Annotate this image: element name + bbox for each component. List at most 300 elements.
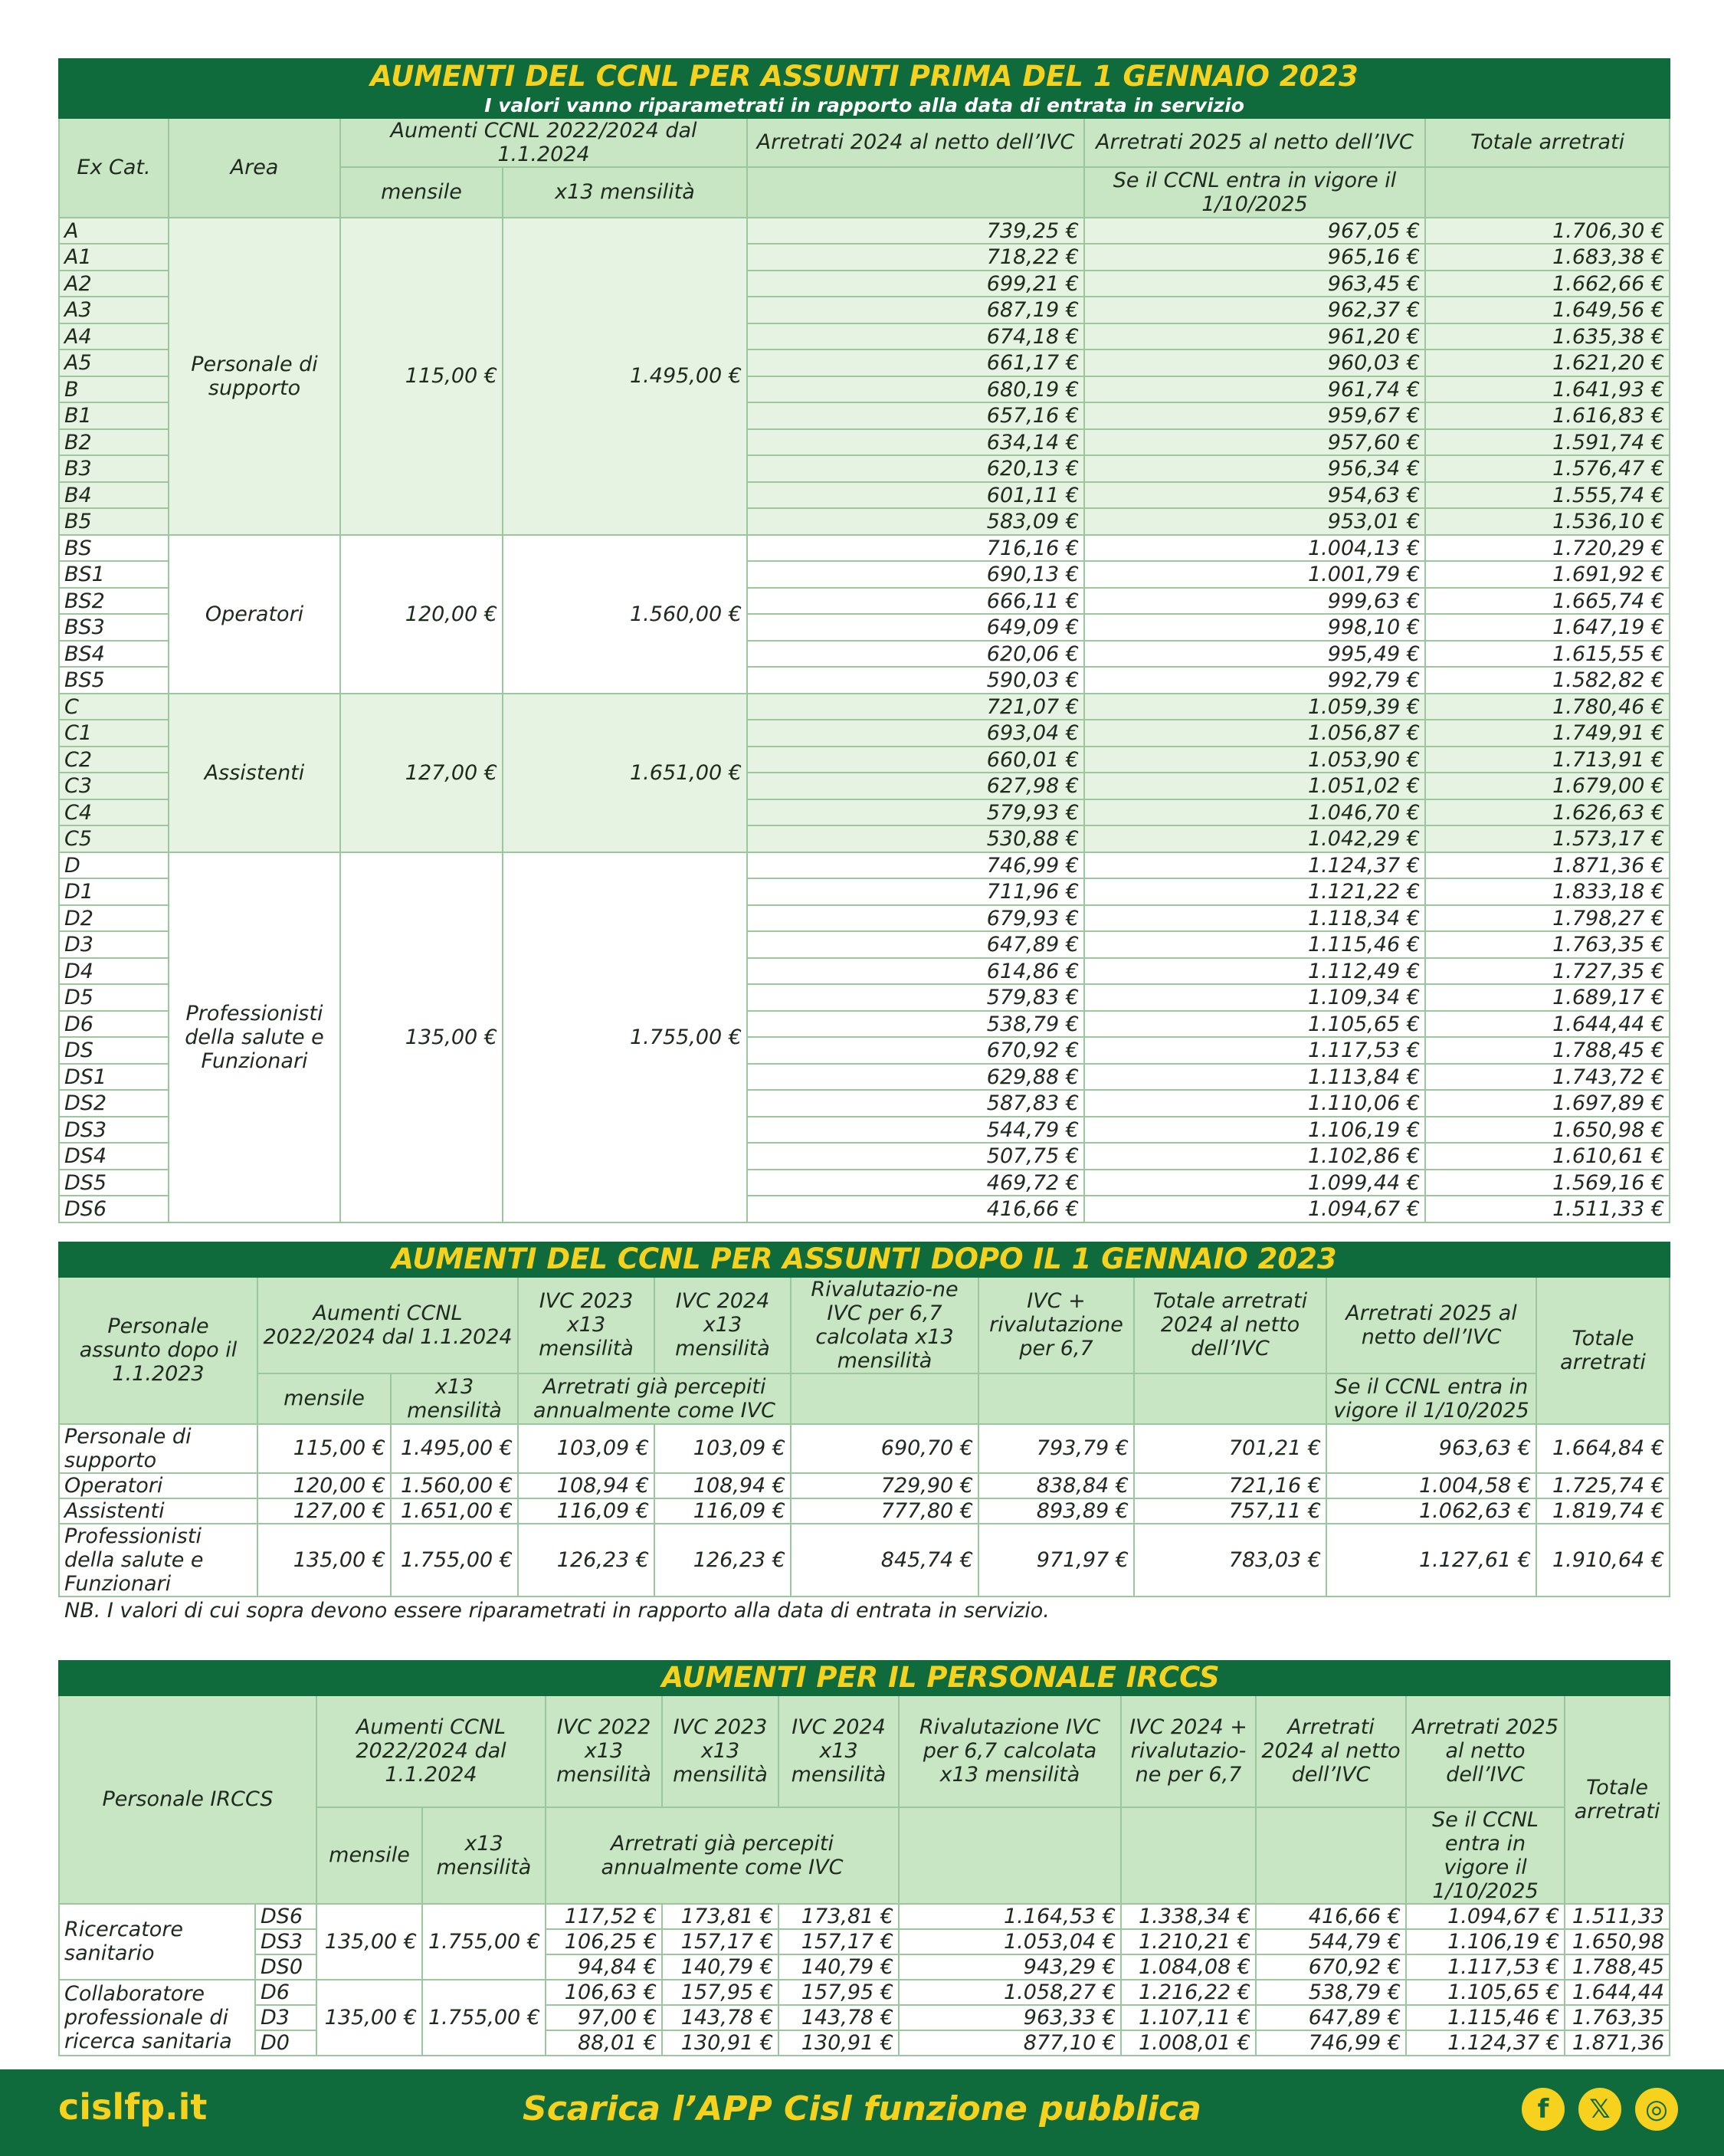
ivc-rivalutazione-cell: 1.338,34 € [1121,1904,1256,1929]
totale-cell: 1.743,72 € [1425,1064,1670,1091]
totale-cell: 1.689,17 € [1425,984,1670,1011]
totale-cell: 1.615,55 € [1425,641,1670,668]
arretrati-2025-cell: 1.109,34 € [1084,984,1425,1011]
code-cell: DS3 [255,1929,316,1954]
facebook-icon[interactable]: f [1522,2088,1565,2131]
table-row [59,1424,1670,1473]
table2-body [59,1424,1670,1596]
arretrati-2025-cell: 1.053,90 € [1084,747,1425,773]
table-row [59,1498,1670,1524]
arretrati-2024-cell: 649,09 € [747,614,1084,641]
ex-cat-cell: C5 [59,825,169,852]
ex-cat-cell: D3 [59,931,169,958]
table-row [59,1524,1670,1596]
header-totale: Totale arretrati [1565,1695,1670,1904]
totale-cell: 1.635,38 € [1425,323,1670,350]
arretrati-2024-cell: 699,21 € [747,271,1084,297]
header-ivc-2023: IVC 2023 x13 mensilità [518,1277,654,1373]
ivc-2023-cell: 116,09 € [518,1498,654,1524]
table-irccs [58,1660,1670,2056]
totale-cell: 1.871,36 [1565,2030,1670,2056]
arretrati-2025-cell: 1.059,39 € [1084,694,1425,720]
arretrati-2025-cell: 1.127,61 € [1326,1524,1536,1596]
header-arretrati-2024: Arretrati 2024 al netto dell’IVC [1256,1695,1406,1807]
ex-cat-cell: B5 [59,508,169,535]
header-gia-percepiti: Arretrati già percepiti annualmente come IVC [546,1807,899,1904]
header-ivc-rivalutazione: IVC + rivalutazione per 6,7 [978,1277,1134,1373]
area-cell: Professionisti della salute e Funzionari [169,852,340,1222]
ex-cat-cell: A2 [59,271,169,297]
personale-cell: Professionisti della salute e Funzionari [59,1524,257,1596]
header-area: Area [169,118,340,218]
x13-cell: 1.651,00 € [391,1498,518,1524]
table1-subtitle: I valori vanno riparametrati in rapporto alla data di entrata in servizio [59,94,1670,118]
mensile-cell: 127,00 € [340,694,503,852]
arretrati-2024-cell: 544,79 € [747,1117,1084,1144]
header-aumenti: Aumenti CCNL 2022/2024 dal 1.1.2024 [257,1277,518,1373]
arretrati-2025-cell: 967,05 € [1084,218,1425,244]
arretrati-2024-cell: 679,93 € [747,905,1084,932]
arretrati-2024-cell: 666,11 € [747,588,1084,615]
arretrati-2025-cell: 1.110,06 € [1084,1090,1425,1117]
arretrati-2024-cell: 718,22 € [747,244,1084,271]
rivalutazione-cell: 1.058,27 € [899,1980,1121,2005]
ivc-2024-cell: 126,23 € [654,1524,791,1596]
app-slogan: Scarica l’APP Cisl funzione pubblica [523,2089,1201,2128]
mensile-cell: 115,00 € [257,1424,391,1473]
rivalutazione-cell: 777,80 € [791,1498,978,1524]
mensile-cell: 135,00 € [316,1904,422,1980]
arretrati-2025-cell: 963,45 € [1084,271,1425,297]
code-cell: DS6 [255,1904,316,1929]
ex-cat-cell: BS3 [59,614,169,641]
totale-cell: 1.511,33 [1565,1904,1670,1929]
rivalutazione-cell: 963,33 € [899,2005,1121,2030]
code-cell: D6 [255,1980,316,2005]
mensile-cell: 127,00 € [257,1498,391,1524]
ex-cat-cell: DS3 [59,1117,169,1144]
totale-2024-cell: 783,03 € [1134,1524,1326,1596]
ivc-2023-cell: 126,23 € [518,1524,654,1596]
totale-cell: 1.641,93 € [1425,376,1670,403]
totale-cell: 1.536,10 € [1425,508,1670,535]
arretrati-2025-cell: 1.102,86 € [1084,1143,1425,1170]
totale-2024-cell: 701,21 € [1134,1424,1326,1473]
ivc-2023-cell: 103,09 € [518,1424,654,1473]
site-link[interactable]: cislfp.it [58,2086,208,2128]
ex-cat-cell: D4 [59,958,169,985]
ivc-2022-cell: 97,00 € [546,2005,662,2030]
arretrati-2024-cell: 716,16 € [747,535,1084,562]
arretrati-2024-cell: 601,11 € [747,482,1084,509]
arretrati-2025-cell: 961,20 € [1084,323,1425,350]
arretrati-2025-cell: 1.062,63 € [1326,1498,1536,1524]
arretrati-2025-cell: 995,49 € [1084,641,1425,668]
arretrati-2025-cell: 954,63 € [1084,482,1425,509]
ex-cat-cell: A5 [59,349,169,376]
area-cell: Operatori [169,535,340,694]
header-mensile: mensile [257,1373,391,1424]
ex-cat-cell: D1 [59,878,169,905]
header-rivalutazione: Rivalutazio-ne IVC per 6,7 calcolata x13 mensilità [791,1277,978,1373]
arretrati-2025-cell: 1.046,70 € [1084,799,1425,826]
table-row [59,218,1670,244]
table-row [59,2005,1670,2030]
header-ivc-2022: IVC 2022 x13 mensilità [546,1695,662,1807]
arretrati-2025-cell: 1.042,29 € [1084,825,1425,852]
ex-cat-cell: DS5 [59,1170,169,1196]
table-row [59,694,1670,720]
x-icon[interactable]: 𝕏 [1578,2088,1621,2131]
table2-title: AUMENTI DEL CCNL PER ASSUNTI DOPO IL 1 GENNAIO 2023 [59,1242,1670,1277]
profile-cell: Collaboratore professionale di ricerca sanitaria [59,1980,255,2056]
header-totale-2024: Totale arretrati 2024 al netto dell’IVC [1134,1277,1326,1373]
table3-title: AUMENTI PER IL PERSONALE IRCCS [316,1661,1565,1695]
totale-cell: 1.683,38 € [1425,244,1670,271]
ivc-2022-cell: 88,01 € [546,2030,662,2056]
header-mensile: mensile [316,1807,422,1904]
arretrati-2024-cell: 620,13 € [747,455,1084,482]
ivc-2024-cell: 108,94 € [654,1473,791,1498]
arretrati-2024-cell: 416,66 € [1256,1904,1406,1929]
header-ivc-2024: IVC 2024 x13 mensilità [778,1695,899,1807]
arretrati-2025-cell: 1.113,84 € [1084,1064,1425,1091]
ivc-rivalutazione-cell: 1.216,22 € [1121,1980,1256,2005]
totale-2024-cell: 757,11 € [1134,1498,1326,1524]
header-ivc-rivalutazione: IVC 2024 + rivalutazio-ne per 6,7 [1121,1695,1256,1807]
social-links [1522,2088,1678,2131]
arretrati-2024-cell: 530,88 € [747,825,1084,852]
arretrati-2025-cell: 999,63 € [1084,588,1425,615]
arretrati-2025-cell: 1.004,58 € [1326,1473,1536,1498]
arretrati-2025-cell: 1.051,02 € [1084,773,1425,799]
arretrati-2025-cell: 1.106,19 € [1406,1929,1565,1954]
ex-cat-cell: B3 [59,455,169,482]
totale-cell: 1.788,45 € [1425,1037,1670,1064]
mensile-cell: 115,00 € [340,218,503,535]
ivc-rivalutazione-cell: 1.107,11 € [1121,2005,1256,2030]
totale-cell: 1.582,82 € [1425,667,1670,694]
totale-cell: 1.697,89 € [1425,1090,1670,1117]
ex-cat-cell: C2 [59,747,169,773]
arretrati-2024-cell: 614,86 € [747,958,1084,985]
header-ex-cat: Ex Cat. [59,118,169,218]
instagram-icon[interactable]: ◎ [1635,2088,1678,2131]
arretrati-2025-cell: 963,63 € [1326,1424,1536,1473]
arretrati-2025-cell: 1.124,37 € [1406,2030,1565,2056]
arretrati-2024-cell: 690,13 € [747,561,1084,588]
ex-cat-cell: D [59,852,169,879]
arretrati-2025-cell: 1.094,67 € [1406,1904,1565,1929]
header-note-2025: Se il CCNL entra in vigore il 1/10/2025 [1326,1373,1536,1424]
mensile-cell: 135,00 € [316,1980,422,2056]
arretrati-2025-cell: 1.001,79 € [1084,561,1425,588]
header-x13: x13 mensilità [422,1807,546,1904]
ex-cat-cell: DS6 [59,1196,169,1222]
ivc-rivalutazione-cell: 971,97 € [978,1524,1134,1596]
header-arretrati-2025: Arretrati 2025 al netto dell’IVC [1084,118,1425,167]
arretrati-2024-cell: 416,66 € [747,1196,1084,1222]
arretrati-2025-cell: 1.117,53 € [1406,1954,1565,1980]
ivc-2024-cell: 130,91 € [778,2030,899,2056]
ex-cat-cell: D5 [59,984,169,1011]
header-ivc-2024: IVC 2024 x13 mensilità [654,1277,791,1373]
rivalutazione-cell: 1.164,53 € [899,1904,1121,1929]
arretrati-2024-cell: 746,99 € [1256,2030,1406,2056]
arretrati-2025-cell: 959,67 € [1084,402,1425,429]
x13-cell: 1.755,00 € [422,1980,546,2056]
arretrati-2024-cell: 587,83 € [747,1090,1084,1117]
arretrati-2025-cell: 1.121,22 € [1084,878,1425,905]
header-arretrati-2025: Arretrati 2025 al netto dell’IVC [1406,1695,1565,1807]
totale-cell: 1.725,74 € [1536,1473,1670,1498]
header-x13: x13 mensilità [391,1373,518,1424]
totale-cell: 1.871,36 € [1425,852,1670,879]
arretrati-2024-cell: 579,83 € [747,984,1084,1011]
table-row [59,1473,1670,1498]
personale-cell: Personale di supporto [59,1424,257,1473]
arretrati-2024-cell: 634,14 € [747,429,1084,456]
ivc-2024-cell: 143,78 € [778,2005,899,2030]
ivc-2023-cell: 157,17 € [662,1929,778,1954]
ivc-2024-cell: 140,79 € [778,1954,899,1980]
ivc-rivalutazione-cell: 1.008,01 € [1121,2030,1256,2056]
area-cell: Personale di supporto [169,218,340,535]
totale-cell: 1.833,18 € [1425,878,1670,905]
ex-cat-cell: A1 [59,244,169,271]
arretrati-2024-cell: 721,07 € [747,694,1084,720]
ex-cat-cell: A4 [59,323,169,350]
header-note-2025: Se il CCNL entra in vigore il 1/10/2025 [1084,167,1425,218]
totale-cell: 1.691,92 € [1425,561,1670,588]
ivc-2022-cell: 94,84 € [546,1954,662,1980]
rivalutazione-cell: 877,10 € [899,2030,1121,2056]
ex-cat-cell: BS1 [59,561,169,588]
ex-cat-cell: BS [59,535,169,562]
arretrati-2025-cell: 1.099,44 € [1084,1170,1425,1196]
header-ivc-2023: IVC 2023 x13 mensilità [662,1695,778,1807]
ivc-2024-cell: 116,09 € [654,1498,791,1524]
x13-cell: 1.651,00 € [503,694,747,852]
header-totale: Totale arretrati [1536,1277,1670,1424]
x13-cell: 1.495,00 € [503,218,747,535]
header-arretrati-2024: Arretrati 2024 al netto dell’IVC [747,118,1084,167]
rivalutazione-cell: 690,70 € [791,1424,978,1473]
ex-cat-cell: DS2 [59,1090,169,1117]
arretrati-2024-cell: 620,06 € [747,641,1084,668]
ex-cat-cell: B1 [59,402,169,429]
totale-cell: 1.573,17 € [1425,825,1670,852]
totale-cell: 1.720,29 € [1425,535,1670,562]
arretrati-2024-cell: 538,79 € [747,1011,1084,1038]
ivc-2024-cell: 103,09 € [654,1424,791,1473]
totale-cell: 1.713,91 € [1425,747,1670,773]
x13-cell: 1.495,00 € [391,1424,518,1473]
ivc-2023-cell: 143,78 € [662,2005,778,2030]
arretrati-2024-cell: 674,18 € [747,323,1084,350]
ivc-2022-cell: 106,63 € [546,1980,662,2005]
arretrati-2025-cell: 960,03 € [1084,349,1425,376]
arretrati-2025-cell: 1.124,37 € [1084,852,1425,879]
ex-cat-cell: BS4 [59,641,169,668]
totale-cell: 1.649,56 € [1425,297,1670,323]
arretrati-2024-cell: 647,89 € [747,931,1084,958]
table-row [59,1929,1670,1954]
totale-cell: 1.621,20 € [1425,349,1670,376]
ex-cat-cell: DS1 [59,1064,169,1091]
arretrati-2025-cell: 962,37 € [1084,297,1425,323]
arretrati-2024-cell: 739,25 € [747,218,1084,244]
arretrati-2024-cell: 657,16 € [747,402,1084,429]
header-totale: Totale arretrati [1425,118,1670,167]
arretrati-2025-cell: 961,74 € [1084,376,1425,403]
totale-cell: 1.749,91 € [1425,720,1670,747]
arretrati-2024-cell: 670,92 € [747,1037,1084,1064]
rivalutazione-cell: 729,90 € [791,1473,978,1498]
arretrati-2024-cell: 469,72 € [747,1170,1084,1196]
arretrati-2025-cell: 1.004,13 € [1084,535,1425,562]
ex-cat-cell: B2 [59,429,169,456]
ivc-2023-cell: 140,79 € [662,1954,778,1980]
ex-cat-cell: D6 [59,1011,169,1038]
x13-cell: 1.755,00 € [503,852,747,1222]
personale-cell: Operatori [59,1473,257,1498]
personale-cell: Assistenti [59,1498,257,1524]
totale-cell: 1.679,00 € [1425,773,1670,799]
arretrati-2024-cell: 590,03 € [747,667,1084,694]
table-row [59,1904,1670,1929]
arretrati-2024-cell: 627,98 € [747,773,1084,799]
ivc-2022-cell: 106,25 € [546,1929,662,1954]
totale-cell: 1.763,35 € [1425,931,1670,958]
ivc-2023-cell: 130,91 € [662,2030,778,2056]
mensile-cell: 135,00 € [340,852,503,1222]
ex-cat-cell: A3 [59,297,169,323]
arretrati-2024-cell: 544,79 € [1256,1929,1406,1954]
ivc-2022-cell: 117,52 € [546,1904,662,1929]
ivc-2023-cell: 173,81 € [662,1904,778,1929]
arretrati-2025-cell: 992,79 € [1084,667,1425,694]
table1-body [59,218,1670,1222]
arretrati-2025-cell: 1.094,67 € [1084,1196,1425,1222]
footer [0,2069,1724,2156]
ivc-rivalutazione-cell: 1.084,08 € [1121,1954,1256,1980]
header-rivalutazione: Rivalutazione IVC per 6,7 calcolata x13 mensilità [899,1695,1121,1807]
totale-cell: 1.798,27 € [1425,905,1670,932]
totale-cell: 1.647,19 € [1425,614,1670,641]
header-x13: x13 mensilità [503,167,747,218]
totale-cell: 1.511,33 € [1425,1196,1670,1222]
totale-cell: 1.650,98 € [1425,1117,1670,1144]
table-row [59,1980,1670,2005]
totale-cell: 1.644,44 [1565,1980,1670,2005]
ivc-2023-cell: 157,95 € [662,1980,778,2005]
arretrati-2025-cell: 1.106,19 € [1084,1117,1425,1144]
x13-cell: 1.755,00 € [422,1904,546,1980]
arretrati-2024-cell: 579,93 € [747,799,1084,826]
code-cell: DS0 [255,1954,316,1980]
x13-cell: 1.755,00 € [391,1524,518,1596]
totale-cell: 1.665,74 € [1425,588,1670,615]
ivc-rivalutazione-cell: 893,89 € [978,1498,1134,1524]
ivc-2024-cell: 173,81 € [778,1904,899,1929]
arretrati-2025-cell: 965,16 € [1084,244,1425,271]
ivc-2023-cell: 108,94 € [518,1473,654,1498]
header-arretrati-2025: Arretrati 2025 al netto dell’IVC [1326,1277,1536,1373]
table3-body [59,1904,1670,2056]
ex-cat-cell: C [59,694,169,720]
mensile-cell: 120,00 € [257,1473,391,1498]
rivalutazione-cell: 845,74 € [791,1524,978,1596]
ex-cat-cell: C3 [59,773,169,799]
totale-cell: 1.555,74 € [1425,482,1670,509]
arretrati-2024-cell: 661,17 € [747,349,1084,376]
totale-cell: 1.626,63 € [1425,799,1670,826]
table-row [59,535,1670,562]
code-cell: D3 [255,2005,316,2030]
totale-cell: 1.664,84 € [1536,1424,1670,1473]
header-personale-dopo: Personale assunto dopo il 1.1.2023 [59,1277,257,1424]
arretrati-2025-cell: 1.056,87 € [1084,720,1425,747]
ivc-2024-cell: 157,17 € [778,1929,899,1954]
totale-cell: 1.662,66 € [1425,271,1670,297]
arretrati-2024-cell: 647,89 € [1256,2005,1406,2030]
table-row [59,2030,1670,2056]
ex-cat-cell: C1 [59,720,169,747]
arretrati-2024-cell: 687,19 € [747,297,1084,323]
arretrati-2024-cell: 660,01 € [747,747,1084,773]
ex-cat-cell: B [59,376,169,403]
arretrati-2024-cell: 746,99 € [747,852,1084,879]
arretrati-2025-cell: 956,34 € [1084,455,1425,482]
arretrati-2024-cell: 670,92 € [1256,1954,1406,1980]
header-personale-irccs: Personale IRCCS [59,1695,316,1904]
arretrati-2024-cell: 693,04 € [747,720,1084,747]
arretrati-2025-cell: 1.115,46 € [1084,931,1425,958]
profile-cell: Ricercatore sanitario [59,1904,255,1980]
table-assunti-dopo-2023 [58,1242,1670,1597]
totale-cell: 1.706,30 € [1425,218,1670,244]
arretrati-2025-cell: 1.105,65 € [1406,1980,1565,2005]
arretrati-2025-cell: 1.105,65 € [1084,1011,1425,1038]
arretrati-2024-cell: 538,79 € [1256,1980,1406,2005]
x13-cell: 1.560,00 € [391,1473,518,1498]
arretrati-2025-cell: 998,10 € [1084,614,1425,641]
table-assunti-prima-2023 [58,58,1670,1223]
arretrati-2024-cell: 507,75 € [747,1143,1084,1170]
ivc-rivalutazione-cell: 1.210,21 € [1121,1929,1256,1954]
totale-2024-cell: 721,16 € [1134,1473,1326,1498]
arretrati-2024-cell: 583,09 € [747,508,1084,535]
ex-cat-cell: DS4 [59,1143,169,1170]
rivalutazione-cell: 1.053,04 € [899,1929,1121,1954]
totale-cell: 1.727,35 € [1425,958,1670,985]
ex-cat-cell: BS5 [59,667,169,694]
rivalutazione-cell: 943,29 € [899,1954,1121,1980]
header-note-2025: Se il CCNL entra in vigore il 1/10/2025 [1406,1807,1565,1904]
totale-cell: 1.788,45 [1565,1954,1670,1980]
totale-cell: 1.610,61 € [1425,1143,1670,1170]
totale-cell: 1.644,44 € [1425,1011,1670,1038]
ex-cat-cell: B4 [59,482,169,509]
totale-cell: 1.650,98 [1565,1929,1670,1954]
header-aumenti: Aumenti CCNL 2022/2024 dal 1.1.2024 [316,1695,546,1807]
header-gia-percepiti: Arretrati già percepiti annualmente come IVC [518,1373,791,1424]
ex-cat-cell: BS2 [59,588,169,615]
totale-cell: 1.576,47 € [1425,455,1670,482]
header-aumenti: Aumenti CCNL 2022/2024 dal 1.1.2024 [340,118,747,167]
arretrati-2025-cell: 1.117,53 € [1084,1037,1425,1064]
